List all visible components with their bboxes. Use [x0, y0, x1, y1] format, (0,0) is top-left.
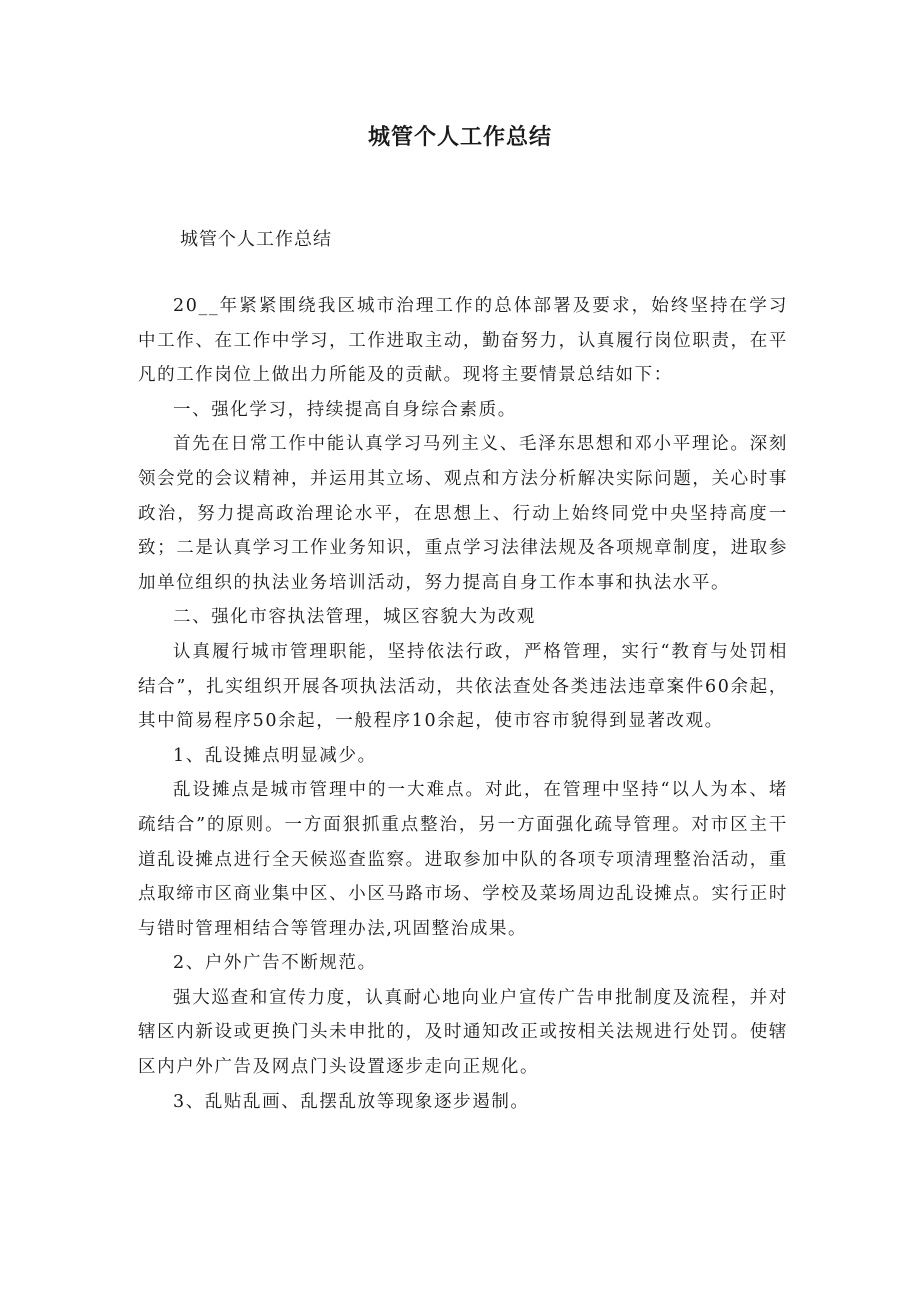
intro-paragraph: 20__年紧紧围绕我区城市治理工作的总体部署及要求，始终坚持在学习中工作、在工作中学习，工作进取主动，勤奋努力，认真履行岗位职责，在平凡的工作岗位上做出力所能及的贡献。现将主要情景总结如下：: [138, 296, 788, 386]
document-subtitle: 城管个人工作总结: [180, 229, 332, 250]
subsection-paragraph-1: 乱设摊点是城市管理中的一大难点。对此，在管理中坚持“以人为本、堵疏结合”的原则。一方面狠抓重点整治，另一方面强化疏导管理。对市区主干道乱设摊点进行全天候巡查监察。进取参加中队的各项专项清理整治活动，重点取缔市区商业集中区、小区马路市场、学校及菜场周边乱设摊点。实行正时与错时管理相结合等管理办法,巩固整治成果。: [138, 780, 788, 939]
subsection-heading-2: 2、户外广告不断规范。: [173, 953, 377, 974]
document-body: [138, 289, 788, 1119]
subsection-paragraph-2: 强大巡查和宣传力度，认真耐心地向业户宣传广告申批制度及流程，并对辖区内新设或更换门头未申批的，及时通知改正或按相关法规进行处罚。使辖区内户外广告及网点门头设置逐步走向正规化。: [138, 987, 788, 1078]
subsection-heading-1: 1、乱设摊点明显减少。: [173, 745, 377, 766]
subsection-heading-3: 3、乱贴乱画、乱摆乱放等现象逐步遏制。: [173, 1091, 530, 1112]
section-paragraph-2: 认真履行城市管理职能，坚持依法行政，严格管理，实行“教育与处罚相结合”，扎实组织开展各项执法活动，共依法查处各类违法违章案件60余起，其中简易程序50余起，一般程序10余起，使市容市貌得到显著改观。: [138, 641, 788, 732]
section-heading-1: 一、强化学习，持续提高自身综合素质。: [173, 399, 517, 420]
section-paragraph-1: 首先在日常工作中能认真学习马列主义、毛泽东思想和邓小平理论。深刻领会党的会议精神，并运用其立场、观点和方法分析解决实际问题，关心时事政治，努力提高政治理论水平，在思想上、行动上始终同党中央坚持高度一致；二是认真学习工作业务知识，重点学习法律法规及各项规章制度，进取参加单位组织的执法业务培训活动，努力提高自身工作本事和执法水平。: [138, 434, 788, 593]
section-heading-2: 二、强化市容执法管理，城区容貌大为改观: [173, 607, 536, 628]
document-title: 城管个人工作总结: [367, 125, 552, 150]
